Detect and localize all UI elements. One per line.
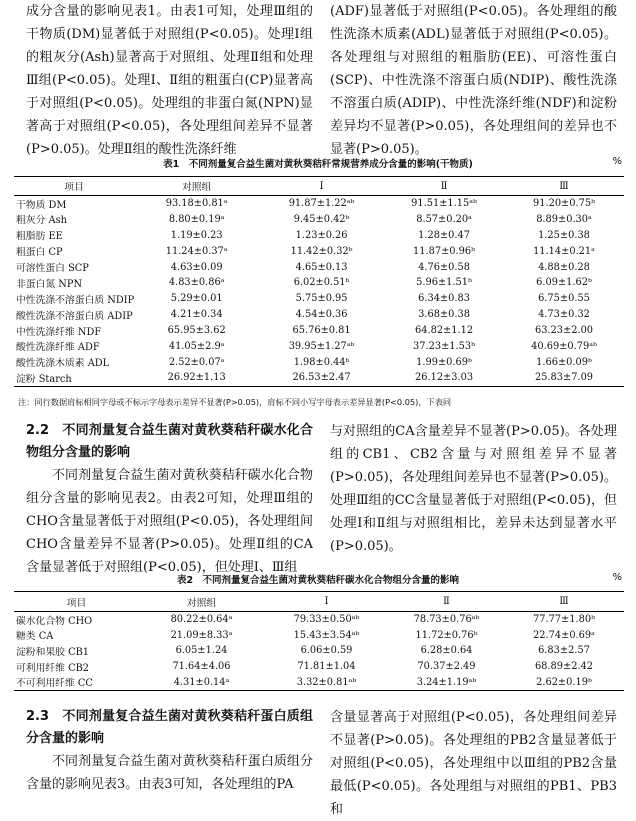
value-cell: 11.87±0.96ᵇ bbox=[413, 245, 476, 257]
row-label-cell: 不可利用纤维 CC bbox=[16, 678, 93, 690]
table2-header-cell: Ⅰ bbox=[264, 592, 389, 612]
table2-header-cell: 项目 bbox=[14, 592, 139, 612]
row-label-cell: 淀粉和果胶 CB1 bbox=[16, 646, 90, 658]
value-cell: 3.68±0.38 bbox=[418, 309, 470, 321]
table-row bbox=[14, 259, 624, 275]
value-cell: 9.45±0.42ᵇ bbox=[293, 213, 350, 225]
value-cell: 6.83±2.57 bbox=[538, 645, 590, 657]
value-cell: 26.53±2.47 bbox=[292, 372, 351, 384]
value-cell: 1.66±0.09ᵇ bbox=[536, 356, 592, 368]
row-label-cell: 干物质 DM bbox=[16, 199, 67, 211]
table-row bbox=[14, 612, 624, 628]
value-cell: 4.88±0.28 bbox=[538, 261, 590, 273]
value-cell: 11.42±0.32ᵇ bbox=[290, 245, 353, 257]
row-label-cell: 可溶性蛋白 SCP bbox=[16, 263, 89, 274]
value-cell: 5.96±1.51ᵇ bbox=[416, 277, 472, 289]
value-cell: 93.18±0.81ᵃ bbox=[165, 198, 228, 210]
table1 bbox=[14, 176, 624, 387]
value-cell: 65.95±3.62 bbox=[167, 325, 226, 337]
table-row bbox=[14, 196, 624, 212]
value-cell: 2.52±0.07ᵃ bbox=[168, 356, 225, 368]
value-cell: 91.87±1.22ᵃᵇ bbox=[288, 198, 355, 210]
value-cell: 26.92±1.13 bbox=[167, 372, 226, 384]
value-cell: 78.73±0.76ᵃᵇ bbox=[413, 614, 480, 626]
body-paragraph: (ADF)显著低于对照组(P<0.05)。各处理组的酸性洗涤木质素(ADL)显著低于对照组(P<0.05)。各处理组与对照组的粗脂肪(EE)、可溶性蛋白(SCP)、中性洗涤不溶蛋白质(NDIP)、酸性洗涤不溶蛋白质(ADIP)、中性洗涤纤维(NDF)和淀粉差异均不显著(P>0.05)，各处理组间的差异也不显著(P>0.05)。 bbox=[330, 4, 617, 157]
table2-header-cell: Ⅲ bbox=[504, 592, 624, 612]
value-cell: 63.23±2.00 bbox=[534, 325, 594, 337]
value-cell: 4.63±0.09 bbox=[170, 261, 223, 273]
value-cell: 70.37±2.49 bbox=[417, 661, 476, 673]
table1-header-cell: Ⅰ bbox=[259, 177, 384, 196]
table1-header-cell: 对照组 bbox=[134, 177, 259, 196]
table-row bbox=[14, 659, 624, 675]
section22-left-column bbox=[26, 420, 313, 579]
value-cell: 6.28±0.64 bbox=[420, 645, 473, 657]
value-cell: 64.82±1.12 bbox=[415, 325, 474, 337]
value-cell: 6.06±0.59 bbox=[300, 645, 353, 657]
value-cell: 40.69±0.79ᵃᵇ bbox=[531, 340, 597, 352]
value-cell: 68.89±2.42 bbox=[534, 661, 594, 673]
value-cell: 11.14±0.21ᵃ bbox=[533, 245, 595, 257]
table-row bbox=[14, 307, 624, 323]
row-label-cell: 中性洗涤不溶蛋白质 NDIP bbox=[16, 294, 135, 306]
table2-unit: % bbox=[612, 572, 622, 583]
table2-header-row bbox=[14, 592, 624, 612]
value-cell: 77.77±1.80ᵇ bbox=[533, 614, 595, 626]
top-right-column bbox=[330, 0, 617, 161]
value-cell: 1.25±0.38 bbox=[538, 229, 590, 241]
table-row bbox=[14, 339, 624, 355]
body-paragraph: 不同剂量复合益生菌对黄秋葵秸秆蛋白质组分含量的影响见表3。由表3可知，各处理组的PA bbox=[26, 754, 313, 792]
value-cell: 6.05±1.24 bbox=[175, 645, 228, 657]
table2-caption: 表2 不同剂量复合益生菌对黄秋葵秸秆碳水化合物组分含量的影响 bbox=[176, 575, 460, 586]
value-cell: 4.83±0.86ᵃ bbox=[168, 277, 225, 289]
table-row bbox=[14, 675, 624, 691]
value-cell: 8.57±0.20ᵃ bbox=[416, 213, 472, 225]
section23-right-column bbox=[330, 706, 617, 821]
table1-note: 注：同行数据肩标相同字母或不标示字母表示差异不显著(P>0.05)，肩标不同小写字母表示差异显著(P<0.05)，下表同 bbox=[18, 397, 452, 407]
section22-heading: 2.2 不同剂量复合益生菌对黄秋葵秸秆碳水化合物组分含量的影响 bbox=[26, 423, 313, 460]
value-cell: 1.19±0.23 bbox=[170, 229, 223, 241]
row-label-cell: 中性洗涤纤维 NDF bbox=[16, 326, 102, 338]
value-cell: 2.62±0.19ᵇ bbox=[536, 676, 592, 688]
row-label-cell: 淀粉 Starch bbox=[16, 373, 72, 385]
table2 bbox=[14, 591, 624, 691]
table1-unit: % bbox=[612, 156, 622, 167]
table-row bbox=[14, 354, 624, 370]
table1-header-row bbox=[14, 177, 624, 196]
table1-header-cell: Ⅱ bbox=[384, 177, 504, 196]
row-label-cell: 酸性洗涤纤维 ADF bbox=[16, 342, 100, 354]
value-cell: 4.73±0.32 bbox=[538, 309, 590, 321]
value-cell: 79.33±0.50ᵃᵇ bbox=[293, 614, 360, 626]
value-cell: 3.24±1.19ᵃᵇ bbox=[416, 676, 477, 688]
value-cell: 1.99±0.69ᵇ bbox=[416, 356, 472, 368]
section23-left-column bbox=[26, 706, 313, 796]
value-cell: 80.22±0.64ᵃ bbox=[170, 614, 233, 626]
table-row bbox=[14, 243, 624, 259]
value-cell: 5.75±0.95 bbox=[295, 293, 348, 305]
row-label-cell: 粗灰分 Ash bbox=[16, 215, 67, 227]
row-label-cell: 糖类 CA bbox=[16, 631, 54, 643]
table-row bbox=[14, 211, 624, 227]
value-cell: 4.65±0.13 bbox=[295, 261, 348, 273]
section22-right-column bbox=[330, 420, 617, 558]
value-cell: 11.24±0.37ᵃ bbox=[165, 245, 228, 257]
table-row bbox=[14, 275, 624, 291]
value-cell: 8.89±0.30ᵃ bbox=[536, 213, 592, 225]
table-row bbox=[14, 227, 624, 243]
value-cell: 91.51±1.15ᵃᵇ bbox=[411, 198, 477, 210]
value-cell: 39.95±1.27ᵃᵇ bbox=[288, 340, 355, 352]
top-left-column bbox=[26, 0, 313, 161]
row-label-cell: 粗脂肪 EE bbox=[16, 231, 63, 243]
table1-caption: 表1 不同剂量复合益生菌对黄秋葵秸秆常规营养成分含量的影响(干物质) bbox=[163, 159, 473, 170]
value-cell: 25.83±7.09 bbox=[534, 372, 594, 384]
table-row bbox=[14, 370, 624, 386]
row-label-cell: 酸性洗涤不溶蛋白质 ADIP bbox=[16, 310, 133, 322]
value-cell: 4.76±0.58 bbox=[418, 261, 470, 273]
value-cell: 37.23±1.53ᵇ bbox=[413, 340, 476, 352]
table1-header-cell: 项目 bbox=[14, 177, 134, 196]
value-cell: 15.43±3.54ᵃᵇ bbox=[293, 629, 360, 641]
value-cell: 22.74±0.69ᵃ bbox=[533, 629, 595, 641]
table2-header-cell: Ⅱ bbox=[389, 592, 504, 612]
row-label-cell: 粗蛋白 CP bbox=[16, 247, 63, 259]
row-label-cell: 可利用纤维 CB2 bbox=[16, 662, 90, 674]
value-cell: 4.21±0.34 bbox=[170, 309, 223, 321]
value-cell: 6.34±0.83 bbox=[418, 293, 470, 305]
body-paragraph: 成分含量的影响见表1。由表1可知，处理Ⅲ组的干物质(DM)显著低于对照组(P<0.05)。处理Ⅰ组的粗灰分(Ash)显著高于对照组、处理Ⅱ组和处理Ⅲ组(P<0.05)。处理Ⅰ、Ⅱ组的粗蛋白(CP)显著高于对照组(P<0.05)。处理组的非蛋白氮(NPN)显著高于对照组(P<0.05)，各处理组间差异不显著(P>0.05)。处理Ⅱ组的酸性洗涤纤维 bbox=[26, 4, 313, 157]
value-cell: 1.98±0.44ᵇ bbox=[293, 356, 350, 368]
value-cell: 5.29±0.01 bbox=[170, 293, 223, 305]
value-cell: 41.05±2.9ᵃ bbox=[168, 340, 225, 352]
row-label-cell: 碳水化合物 CHO bbox=[16, 615, 93, 627]
table-row bbox=[14, 627, 624, 643]
value-cell: 91.20±0.75ᵇ bbox=[533, 198, 595, 210]
section23-heading: 2.3 不同剂量复合益生菌对黄秋葵秸秆蛋白质组分含量的影响 bbox=[26, 709, 313, 746]
row-label-cell: 酸性洗涤木质素 ADL bbox=[16, 358, 110, 370]
body-paragraph: 与对照组的CA含量差异不显著(P>0.05)。各处理组的CB1、CB2含量与对照组差异不显著(P>0.05)，各处理组间差异也不显著(P>0.05)。处理Ⅲ组的CC含量显著低于对照组(P<0.05)，但处理Ⅰ和Ⅱ组与对照组相比，差异未达到显著水平(P>0.05)。 bbox=[330, 424, 617, 554]
body-paragraph: 含量显著高于对照组(P<0.05)，各处理组间差异不显著(P>0.05)。各处理组的PB2含量显著低于对照组(P<0.05)，各处理组中以Ⅲ组的PB2含量最低(P<0.05)。各处理组与对照组的PB1、PB3和 bbox=[330, 710, 617, 817]
table-row bbox=[14, 291, 624, 307]
row-label-cell: 非蛋白氮 NPN bbox=[16, 278, 83, 290]
value-cell: 26.12±3.03 bbox=[415, 372, 474, 384]
value-cell: 3.32±0.81ᵃᵇ bbox=[296, 676, 357, 688]
value-cell: 1.23±0.26 bbox=[295, 229, 348, 241]
table2-header-cell: 对照组 bbox=[139, 592, 264, 612]
table-row bbox=[14, 643, 624, 659]
value-cell: 8.80±0.19ᵃ bbox=[168, 213, 225, 225]
value-cell: 6.09±1.62ᵇ bbox=[536, 277, 592, 289]
value-cell: 71.64±4.06 bbox=[172, 661, 231, 673]
value-cell: 65.76±0.81 bbox=[292, 325, 351, 337]
value-cell: 11.72±0.76ᵇ bbox=[415, 629, 478, 641]
value-cell: 4.31±0.14ᵃ bbox=[173, 676, 230, 688]
value-cell: 1.28±0.47 bbox=[418, 229, 470, 241]
value-cell: 71.81±1.04 bbox=[297, 661, 356, 673]
table1-header-cell: Ⅲ bbox=[504, 177, 624, 196]
table-row bbox=[14, 323, 624, 339]
value-cell: 6.75±0.55 bbox=[538, 293, 590, 305]
body-paragraph: 不同剂量复合益生菌对黄秋葵秸秆碳水化合物组分含量的影响见表2。由表2可知，处理Ⅲ组的CHO含量显著低于对照组(P<0.05)，各处理组间CHO含量差异不显著(P>0.05)。处理Ⅱ组的CA含量显著低于对照组(P<0.05)，但处理Ⅰ、Ⅲ组 bbox=[26, 468, 313, 575]
value-cell: 4.54±0.36 bbox=[295, 309, 348, 321]
value-cell: 6.02±0.51ᵇ bbox=[293, 277, 350, 289]
value-cell: 21.09±8.33ᵃ bbox=[170, 629, 233, 641]
